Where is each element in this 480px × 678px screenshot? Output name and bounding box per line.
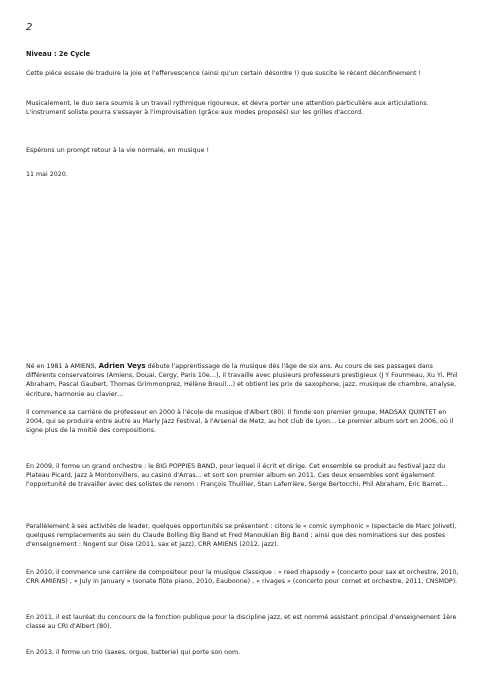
bio-text-2: Il commence sa carrière de professeur en 2000 à l'école de musique d'Albert (80). Il fonde son premier groupe, MADSAX QUINTET en 2004, qui se produira entre autre au Marly Jazz Festival, à l'Arsenal de Metz, au hot club de Lyon… Le premier album sort en 2006, où il signe plus de la moitié des compositions. xyxy=(26,409,454,435)
intro-paragraph xyxy=(26,69,462,78)
date-paragraph xyxy=(26,170,462,179)
hope-text: Espérons un prompt retour à la vie normale, en musique ! xyxy=(26,147,209,154)
bio-text-7: En 2013, il forme un trio (saxes, orgue, batterie) qui porte son nom. xyxy=(26,649,241,656)
music-text: Musicalement, le duo sera soumis à un travail rythmique rigoureux, et devra porter une attention particulière aux articulations. L'instrument soliste pourra s'essayer à l'improvisation (grâce aux modes proposés) sur les grilles d'accord. xyxy=(26,100,429,117)
bio-paragraph-4 xyxy=(26,522,462,550)
intro-text: Cette pièce essaie de traduire la joie et l'effervescence (ainsi qu'un certain désordre !) que suscite le récent déconfinement ! xyxy=(26,70,421,77)
level-heading: Niveau : 2e Cycle xyxy=(26,50,91,58)
bio-paragraph-1 xyxy=(26,362,462,399)
bio-text-1-after: débute l'apprentissage de la musique dès l'âge de six ans. Au cours de ses passages dans différents conservatoires (Amiens, Douai, Cergy, Paris 10e…), il travaille avec plusieurs professeurs prestigieux (J Y Fourmeau, Xu Yi, Phil Abraham, Pascal Gaubert, Thomas Grimmonprez, Hélène Breuil…) et obtient les prix de saxophone, jazz, musique de chambre, analyse, écriture, harmonie au clavier… xyxy=(26,363,458,398)
bio-text-4: Parallèlement à ses activités de leader, quelques opportunités se présentent : citons le « comic symphonic » (spectacle de Marc Jolivet), quelques remplacements au sein du Claude Bolling Big Band et Fred Manoukian Big Band ; ainsi que des nominations sur des postes d'enseignement : Nogent sur Oise (2011, sax et jazz), CRR AMIENS (2012, jazz). xyxy=(26,523,457,549)
bio-paragraph-2 xyxy=(26,408,462,436)
hope-paragraph xyxy=(26,146,462,155)
bio-paragraph-7 xyxy=(26,648,462,657)
bio-text-1 xyxy=(26,362,462,399)
bio-paragraph-3 xyxy=(26,462,462,490)
bio-text-6: En 2011, il est lauréat du concours de la fonction publique pour la discipline jazz, et est nommé assistant principal d'enseignement 1ère classe au CRI d'Albert (80). xyxy=(26,614,457,631)
bio-text-1-before: Né en 1981 à AMIENS, xyxy=(26,363,99,370)
bio-text-3: En 2009, il forme un grand orchestre : le BIG POPPIES BAND, pour lequel il écrit et dirige. Cet ensemble se produit au festival Jazz du Plateau Picard, Jazz à Montonvillers, au casino d'Arras… et sort son premier album en 2011. Ces deux ensembles sont également l'opportunité de travailler avec des solistes de renom : François Thuillier, Stan Laferrière, Serge Bertocchi, Phil Abraham, Eric Barret… xyxy=(26,463,448,489)
bio-text-5: En 2010, il commence une carrière de compositeur pour la musique classique : « reed rhapsody » (concerto pour sax et orchestre, 2010, CRR AMIENS) , « July in January » (sonate flûte piano, 2010, Eaubonne) , « rivages » (concerto pour cornet et orchestre, 2011, CNSMDP). xyxy=(26,569,459,586)
date-text: 11 mai 2020. xyxy=(26,171,68,178)
music-paragraph xyxy=(26,99,462,117)
bio-paragraph-6 xyxy=(26,613,462,631)
page-number: 2 xyxy=(26,22,33,33)
bio-paragraph-5 xyxy=(26,568,462,586)
composer-name: Adrien Veys xyxy=(98,362,146,370)
